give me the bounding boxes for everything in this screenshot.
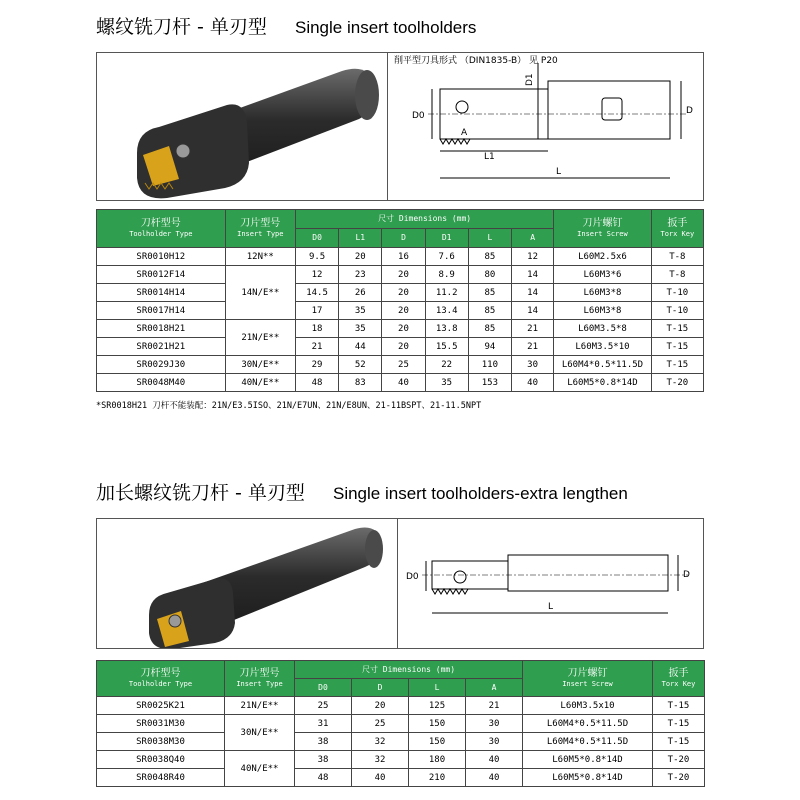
cell: L60M5*0.8*14D bbox=[554, 374, 651, 392]
cell: 35 bbox=[339, 302, 382, 320]
cell: 38 bbox=[295, 751, 352, 769]
col-header-d0: D0 bbox=[295, 229, 338, 248]
cell: 20 bbox=[382, 320, 425, 338]
section2-illustration-panel bbox=[96, 518, 704, 649]
section2-title-cn: 加长螺纹铣刀杆 - 单刃型 bbox=[96, 482, 305, 504]
cell: 32 bbox=[352, 733, 409, 751]
dim-label-a: A bbox=[461, 128, 468, 138]
cell: 40 bbox=[466, 769, 523, 787]
cell: 21 bbox=[511, 320, 553, 338]
cell: SR0025K21 bbox=[97, 697, 225, 715]
cell: T-15 bbox=[651, 320, 703, 338]
cell: SR0038M30 bbox=[97, 733, 225, 751]
cell: 8.9 bbox=[425, 266, 468, 284]
dim-label-d0: D0 bbox=[412, 111, 425, 121]
col-header-l: L bbox=[468, 229, 511, 248]
col-header-d: D bbox=[382, 229, 425, 248]
cell: SR0029J30 bbox=[97, 356, 226, 374]
cell: 26 bbox=[339, 284, 382, 302]
dim-label-d: D bbox=[686, 106, 693, 116]
cell-insert-type: 40N/E** bbox=[225, 374, 295, 392]
cell: 23 bbox=[339, 266, 382, 284]
section2-spec-table bbox=[96, 660, 705, 787]
cell: 38 bbox=[295, 733, 352, 751]
cell: 94 bbox=[468, 338, 511, 356]
cell: 40 bbox=[382, 374, 425, 392]
cell: 150 bbox=[409, 715, 466, 733]
cell: 21 bbox=[295, 338, 338, 356]
cell: 180 bbox=[409, 751, 466, 769]
cell: 11.2 bbox=[425, 284, 468, 302]
cell: 20 bbox=[382, 284, 425, 302]
table-row bbox=[97, 715, 705, 733]
cell: 22 bbox=[425, 356, 468, 374]
cell: 48 bbox=[295, 769, 352, 787]
cell: 35 bbox=[425, 374, 468, 392]
cell: 30 bbox=[466, 715, 523, 733]
dim-label-l: L bbox=[548, 602, 554, 612]
cell-insert-type: 30N/E** bbox=[225, 715, 295, 751]
dim-label-l1: L1 bbox=[484, 152, 495, 162]
cell: 153 bbox=[468, 374, 511, 392]
cell: T-8 bbox=[651, 266, 703, 284]
table-row bbox=[97, 769, 705, 787]
col-header-d: D bbox=[352, 679, 409, 697]
cell: 125 bbox=[409, 697, 466, 715]
cell: L60M3.5*8 bbox=[554, 320, 651, 338]
cell: 20 bbox=[382, 302, 425, 320]
cell-insert-type: 30N/E** bbox=[225, 356, 295, 374]
cell: L60M5*0.8*14D bbox=[523, 769, 653, 787]
section2-technical-drawing bbox=[398, 519, 704, 648]
cell: SR0018H21 bbox=[97, 320, 226, 338]
cell: L60M3.5x10 bbox=[523, 697, 653, 715]
cell: SR0014H14 bbox=[97, 284, 226, 302]
col-header-key: 扳手 Torx Key bbox=[653, 661, 705, 697]
cell: 25 bbox=[295, 697, 352, 715]
assembly-note: *SR0018H21 刀杆不能装配：21N/E3.5ISO、21N/E7UN、21N/E8UN、21-11BSPT、21-11.5NPT bbox=[96, 401, 482, 411]
cell: 85 bbox=[468, 248, 511, 266]
cell: L60M3.5*10 bbox=[554, 338, 651, 356]
section2-title bbox=[96, 478, 628, 505]
section1-spec-table bbox=[96, 209, 704, 392]
cell: 44 bbox=[339, 338, 382, 356]
cell: SR0048M40 bbox=[97, 374, 226, 392]
cell-insert-type: 12N** bbox=[225, 248, 295, 266]
section1-technical-drawing bbox=[388, 53, 704, 200]
cell: 35 bbox=[339, 320, 382, 338]
col-header-d1: D1 bbox=[425, 229, 468, 248]
col-header-dims: 尺寸 Dimensions (mm) bbox=[295, 661, 523, 679]
col-header-insert: 刀片型号 Insert Type bbox=[225, 210, 295, 248]
cell: 7.6 bbox=[425, 248, 468, 266]
table-row bbox=[97, 356, 704, 374]
cell: SR0038Q40 bbox=[97, 751, 225, 769]
cell: SR0010H12 bbox=[97, 248, 226, 266]
section1-title bbox=[96, 12, 476, 39]
cell: SR0048R40 bbox=[97, 769, 225, 787]
cell: T-20 bbox=[653, 751, 705, 769]
cell-insert-type: 21N/E** bbox=[225, 320, 295, 356]
cell: 85 bbox=[468, 302, 511, 320]
cell: 210 bbox=[409, 769, 466, 787]
cell: T-15 bbox=[651, 338, 703, 356]
cell-insert-type: 21N/E** bbox=[225, 697, 295, 715]
cell: 20 bbox=[382, 338, 425, 356]
section1-illustration-panel bbox=[96, 52, 704, 201]
cell: T-20 bbox=[651, 374, 703, 392]
cell: T-10 bbox=[651, 302, 703, 320]
dim-label-d: D bbox=[683, 570, 690, 580]
cell: 40 bbox=[352, 769, 409, 787]
table-row bbox=[97, 697, 705, 715]
table-row bbox=[97, 284, 704, 302]
cell: 110 bbox=[468, 356, 511, 374]
cell: 20 bbox=[382, 266, 425, 284]
cell: T-8 bbox=[651, 248, 703, 266]
cell: T-15 bbox=[651, 356, 703, 374]
cell: 30 bbox=[511, 356, 553, 374]
cell: 150 bbox=[409, 733, 466, 751]
dim-label-l: L bbox=[556, 167, 562, 177]
cell: L60M2.5x6 bbox=[554, 248, 651, 266]
col-header-a: A bbox=[511, 229, 553, 248]
section1-title-en: Single insert toolholders bbox=[294, 18, 477, 37]
cell: 40 bbox=[466, 751, 523, 769]
cell-insert-type: 14N/E** bbox=[225, 266, 295, 320]
cell: 32 bbox=[352, 751, 409, 769]
col-header-insert: 刀片型号 Insert Type bbox=[225, 661, 295, 697]
cell: 20 bbox=[339, 248, 382, 266]
cell: 29 bbox=[295, 356, 338, 374]
cell: SR0012F14 bbox=[97, 266, 226, 284]
cell: 13.8 bbox=[425, 320, 468, 338]
cell: L60M4*0.5*11.5D bbox=[523, 715, 653, 733]
cell: 80 bbox=[468, 266, 511, 284]
cell: 83 bbox=[339, 374, 382, 392]
table-row bbox=[97, 320, 704, 338]
dim-label-d0: D0 bbox=[406, 572, 419, 582]
table-row bbox=[97, 374, 704, 392]
toolholder-photo bbox=[97, 53, 387, 200]
cell: T-15 bbox=[653, 715, 705, 733]
cell: 18 bbox=[295, 320, 338, 338]
cell: L60M4*0.5*11.5D bbox=[523, 733, 653, 751]
cell: SR0021H21 bbox=[97, 338, 226, 356]
cell: 9.5 bbox=[295, 248, 338, 266]
col-header-key: 扳手 Torx Key bbox=[651, 210, 703, 248]
cell: 13.4 bbox=[425, 302, 468, 320]
col-header-holder: 刀杆型号 Toolholder Type bbox=[97, 661, 225, 697]
cell: 20 bbox=[352, 697, 409, 715]
cell: SR0031M30 bbox=[97, 715, 225, 733]
cell: T-15 bbox=[653, 733, 705, 751]
table-row bbox=[97, 248, 704, 266]
drawing-caption: 削平型刀具形式 （DIN1835-B） 见 P20 bbox=[394, 56, 558, 66]
cell: 40 bbox=[511, 374, 553, 392]
cell: T-10 bbox=[651, 284, 703, 302]
cell: 85 bbox=[468, 284, 511, 302]
col-header-dims: 尺寸 Dimensions (mm) bbox=[295, 210, 553, 229]
cell: 17 bbox=[295, 302, 338, 320]
cell: T-15 bbox=[653, 697, 705, 715]
table-row bbox=[97, 733, 705, 751]
table-row bbox=[97, 266, 704, 284]
col-header-l: L bbox=[409, 679, 466, 697]
extended-toolholder-photo bbox=[97, 519, 397, 648]
cell: 21 bbox=[511, 338, 553, 356]
cell: 48 bbox=[295, 374, 338, 392]
cell: 25 bbox=[352, 715, 409, 733]
cell: 16 bbox=[382, 248, 425, 266]
cell: 21 bbox=[466, 697, 523, 715]
section1-title-cn: 螺纹铣刀杆 - 单刃型 bbox=[96, 16, 267, 38]
cell: T-20 bbox=[653, 769, 705, 787]
col-header-screw: 刀片螺钉 Insert Screw bbox=[554, 210, 651, 248]
cell: L60M3*6 bbox=[554, 266, 651, 284]
cell: 85 bbox=[468, 320, 511, 338]
cell: 52 bbox=[339, 356, 382, 374]
cell: 12 bbox=[511, 248, 553, 266]
cell: L60M3*8 bbox=[554, 302, 651, 320]
cell: 12 bbox=[295, 266, 338, 284]
table-row bbox=[97, 338, 704, 356]
cell: 30 bbox=[466, 733, 523, 751]
col-header-d0: D0 bbox=[295, 679, 352, 697]
cell-insert-type: 40N/E** bbox=[225, 751, 295, 787]
cell: 31 bbox=[295, 715, 352, 733]
table-row bbox=[97, 302, 704, 320]
col-header-screw: 刀片螺钉 Insert Screw bbox=[523, 661, 653, 697]
cell: SR0017H14 bbox=[97, 302, 226, 320]
cell: 14 bbox=[511, 302, 553, 320]
cell: 14 bbox=[511, 284, 553, 302]
dim-label-d1: D1 bbox=[525, 73, 535, 86]
col-header-l1: L1 bbox=[339, 229, 382, 248]
section2-title-en: Single insert toolholders-extra lengthen bbox=[332, 484, 628, 503]
cell: L60M4*0.5*11.5D bbox=[554, 356, 651, 374]
col-header-holder: 刀杆型号 Toolholder Type bbox=[97, 210, 226, 248]
cell: 15.5 bbox=[425, 338, 468, 356]
cell: 14 bbox=[511, 266, 553, 284]
cell: 14.5 bbox=[295, 284, 338, 302]
cell: L60M3*8 bbox=[554, 284, 651, 302]
cell: L60M5*0.8*14D bbox=[523, 751, 653, 769]
cell: 25 bbox=[382, 356, 425, 374]
col-header-a: A bbox=[466, 679, 523, 697]
table-row bbox=[97, 751, 705, 769]
